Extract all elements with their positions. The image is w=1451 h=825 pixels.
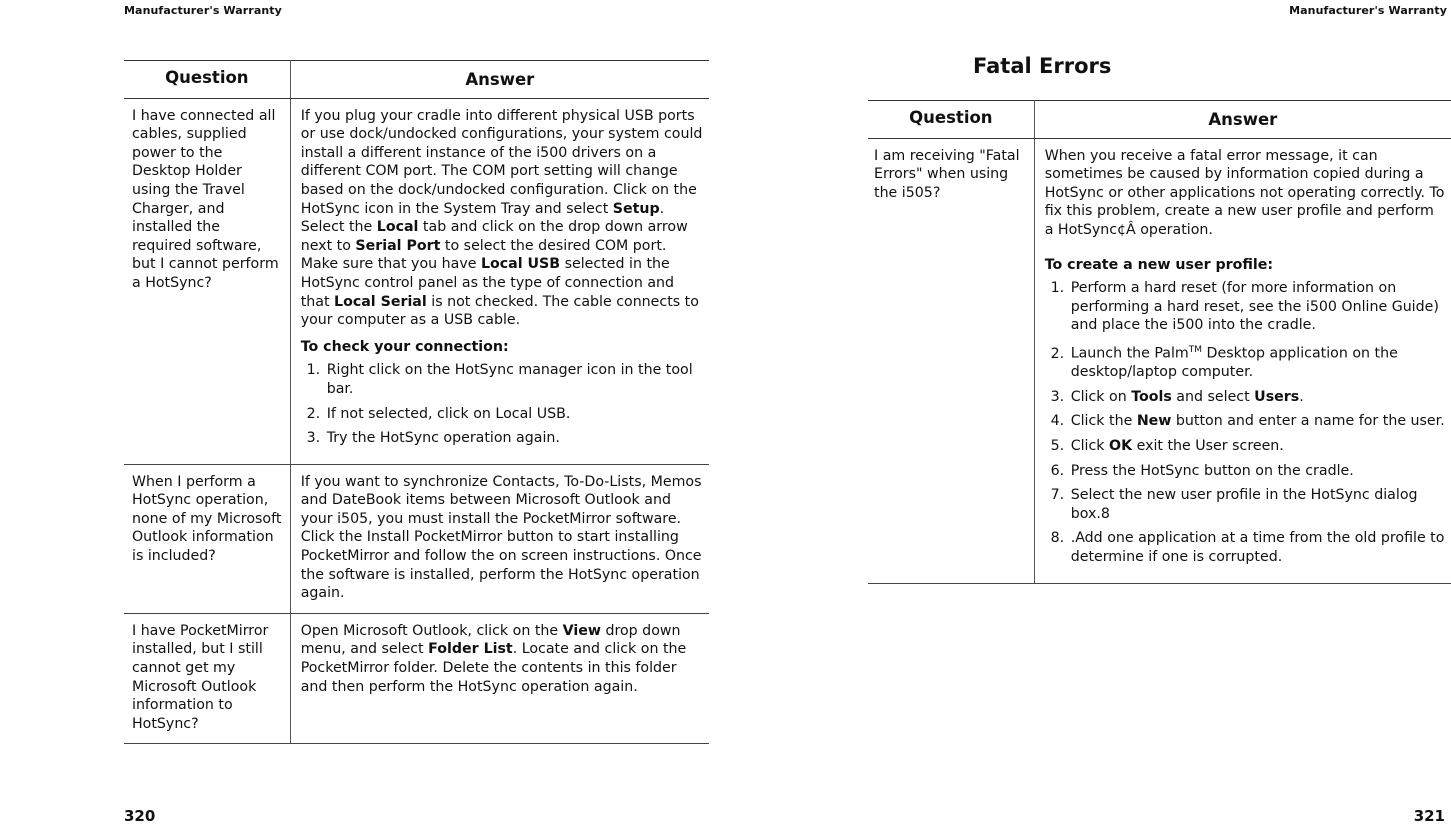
column-header-answer: Answer xyxy=(290,61,709,99)
list-item: 5. Click OK exit the User screen. xyxy=(1069,437,1447,456)
table-header-row xyxy=(124,61,709,99)
answer-cell xyxy=(1034,138,1451,583)
list-item: 8. .Add one application at a time from the old profile to determine if one is corrupted. xyxy=(1069,529,1447,566)
table-header-row xyxy=(868,101,1451,139)
list-item: 3. Try the HotSync operation again. xyxy=(325,429,703,448)
steps-list xyxy=(301,361,703,447)
column-header-question: Question xyxy=(124,61,290,99)
list-item: 2. Launch the Palm™ Desktop application on the desktop/laptop computer. xyxy=(1069,341,1447,382)
faq-table-left xyxy=(124,60,709,744)
list-item: 3. Click on Tools and select Users. xyxy=(1069,388,1447,407)
table-row xyxy=(124,98,709,464)
table-row xyxy=(124,464,709,613)
subheading: To create a new user profile: xyxy=(1044,256,1274,273)
table-row xyxy=(868,138,1451,583)
table-row xyxy=(124,613,709,744)
running-header-right: Manufacturer's Warranty xyxy=(1289,4,1447,17)
list-item: 1. Perform a hard reset (for more information on performing a hard reset, see the i500 Online Guide) and place the i500 into the cradle. xyxy=(1069,279,1447,335)
list-item: 4. Click the New button and enter a name for the user. xyxy=(1069,412,1447,431)
left-page xyxy=(0,0,725,823)
question-cell: I am receiving "Fatal Errors" when using the i505? xyxy=(868,138,1034,583)
section-title: Fatal Errors xyxy=(973,54,1112,78)
answer-cell xyxy=(290,98,709,464)
answer-cell: Open Microsoft Outlook, click on the View drop down menu, and select Folder List. Locate and click on the PocketMirror folder. Delete the contents in this folder and then perform the HotSync operation again. xyxy=(290,613,709,744)
column-header-question: Question xyxy=(868,101,1034,139)
question-cell: When I perform a HotSync operation, none of my Microsoft Outlook information is included? xyxy=(124,464,290,613)
list-item: 2. If not selected, click on Local USB. xyxy=(325,405,703,424)
question-cell: I have PocketMirror installed, but I still cannot get my Microsoft Outlook information to HotSync? xyxy=(124,613,290,744)
running-header-left: Manufacturer's Warranty xyxy=(124,4,282,17)
list-item: 6. Press the HotSync button on the cradle. xyxy=(1069,462,1447,481)
question-cell: I have connected all cables, supplied power to the Desktop Holder using the Travel Charger, and installed the required software, but I cannot perform a HotSync? xyxy=(124,98,290,464)
steps-list xyxy=(1045,279,1447,566)
right-page xyxy=(725,0,1451,823)
page-number-left: 320 xyxy=(124,807,156,825)
subheading: To check your connection: xyxy=(300,338,509,355)
answer-paragraph: If you plug your cradle into different physical USB ports or use dock/undocked configurations, your system could install a different instance of the i500 drivers on a different COM port. The COM port setting will change based on the dock/undocked configuration. Click on the HotSync icon in the System Tray and select Setup. Select the Local tab and click on the drop down arrow next to Serial Port to select the desired COM port. Make sure that you have Local USB selected in the HotSync control panel as the type of connection and that Local Serial is not checked. The cable connects to your computer as a USB cable. xyxy=(300,107,703,329)
page-number-right: 321 xyxy=(1413,807,1445,825)
faq-table-right xyxy=(868,100,1451,584)
answer-paragraph: When you receive a fatal error message, it can sometimes be caused by information copied during a HotSync or other applications not operating correctly. To fix this problem, create a new user profile and perform a HotSync¢Â operation. xyxy=(1044,147,1445,238)
answer-cell: If you want to synchronize Contacts, To-Do-Lists, Memos and DateBook items between Microsoft Outlook and your i505, you must install the PocketMirror software. Click the Install PocketMirror button to start installing PocketMirror and follow the on screen instructions. Once the software is installed, perform the HotSync operation again. xyxy=(290,464,709,613)
list-item: 1. Right click on the HotSync manager icon in the tool bar. xyxy=(325,361,703,398)
list-item: 7. Select the new user profile in the HotSync dialog box.8 xyxy=(1069,486,1447,523)
column-header-answer: Answer xyxy=(1034,101,1451,139)
